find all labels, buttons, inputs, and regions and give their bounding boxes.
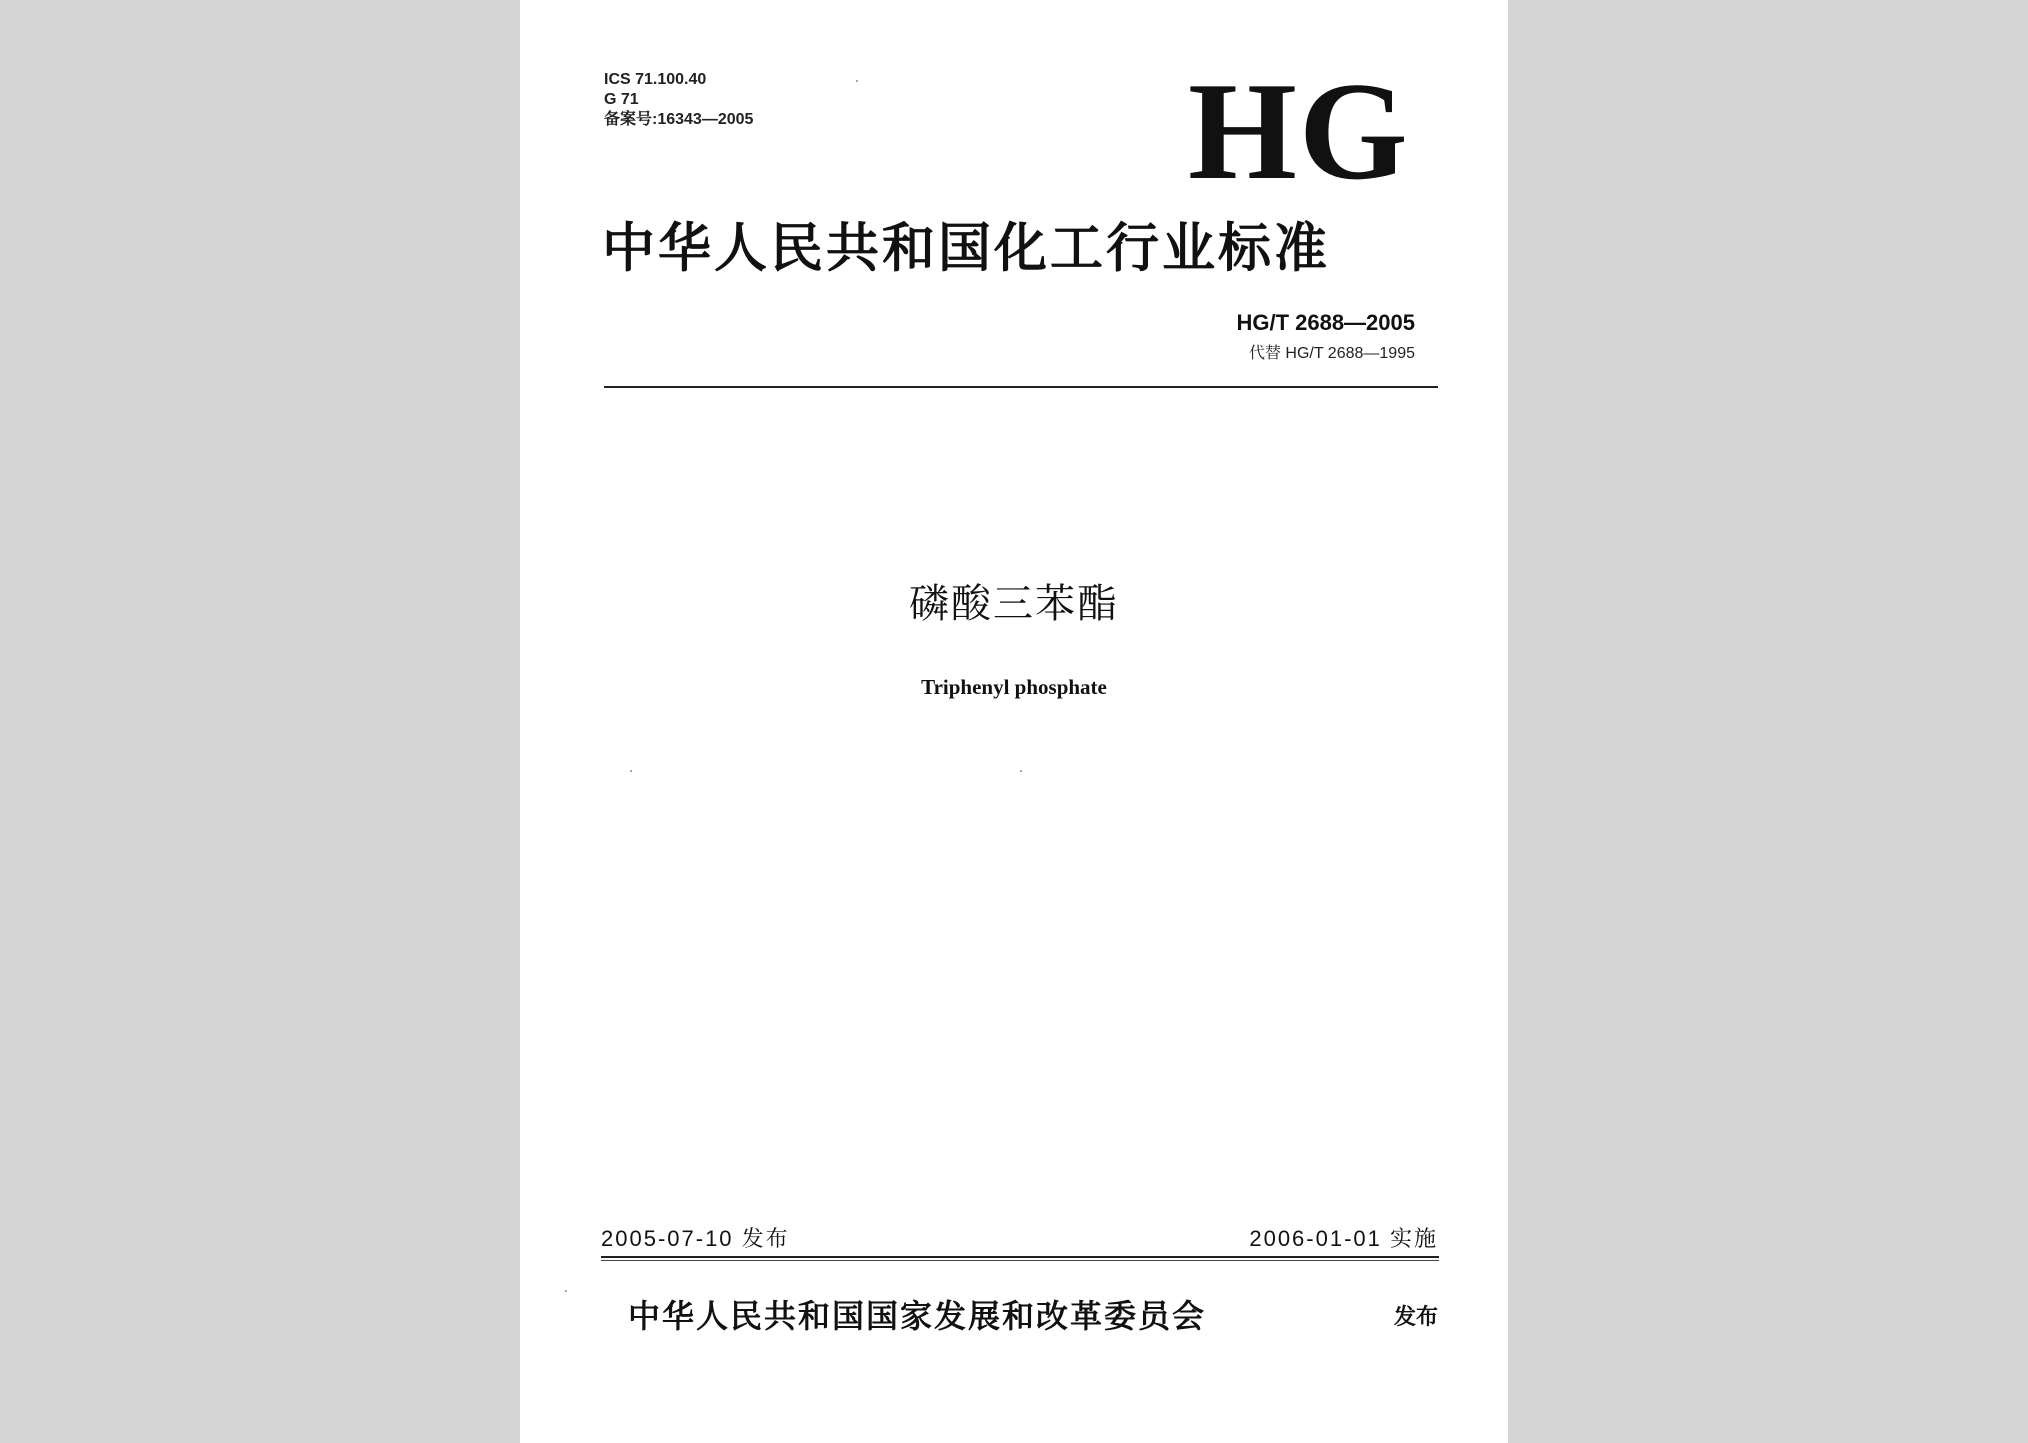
standard-code: HG/T 2688—2005: [1236, 310, 1415, 335]
replaces-note: 代替 HG/T 2688—1995: [1248, 345, 1415, 362]
footer-divider: [601, 1256, 1439, 1258]
publish-label: 发布: [1393, 1305, 1438, 1330]
classification-block: [604, 70, 753, 130]
scan-speck: [1020, 770, 1022, 772]
title-chinese: 磷酸三苯酯: [909, 581, 1119, 627]
footer-divider-thin: [601, 1260, 1439, 1261]
scan-speck: [565, 1290, 567, 1292]
issue-date: 2005-07-10 发布: [601, 1226, 790, 1251]
scan-speck: [630, 770, 632, 772]
record-number: 备案号:16343—2005: [604, 111, 754, 128]
hg-logo: HG: [1188, 54, 1410, 209]
header-divider: [604, 386, 1438, 388]
document-page: [520, 0, 1508, 1443]
publisher-name: 中华人民共和国国家发展和改革委员会: [628, 1297, 1207, 1335]
standard-name: 中华人民共和国化工行业标准: [602, 217, 1330, 279]
title-english: Triphenyl phosphate: [921, 675, 1107, 699]
ics-code: ICS 71.100.40: [604, 71, 707, 88]
implementation-date: 2006-01-01 实施: [1249, 1226, 1438, 1251]
scan-speck: [856, 80, 858, 82]
classification-code: G 71: [604, 91, 639, 108]
